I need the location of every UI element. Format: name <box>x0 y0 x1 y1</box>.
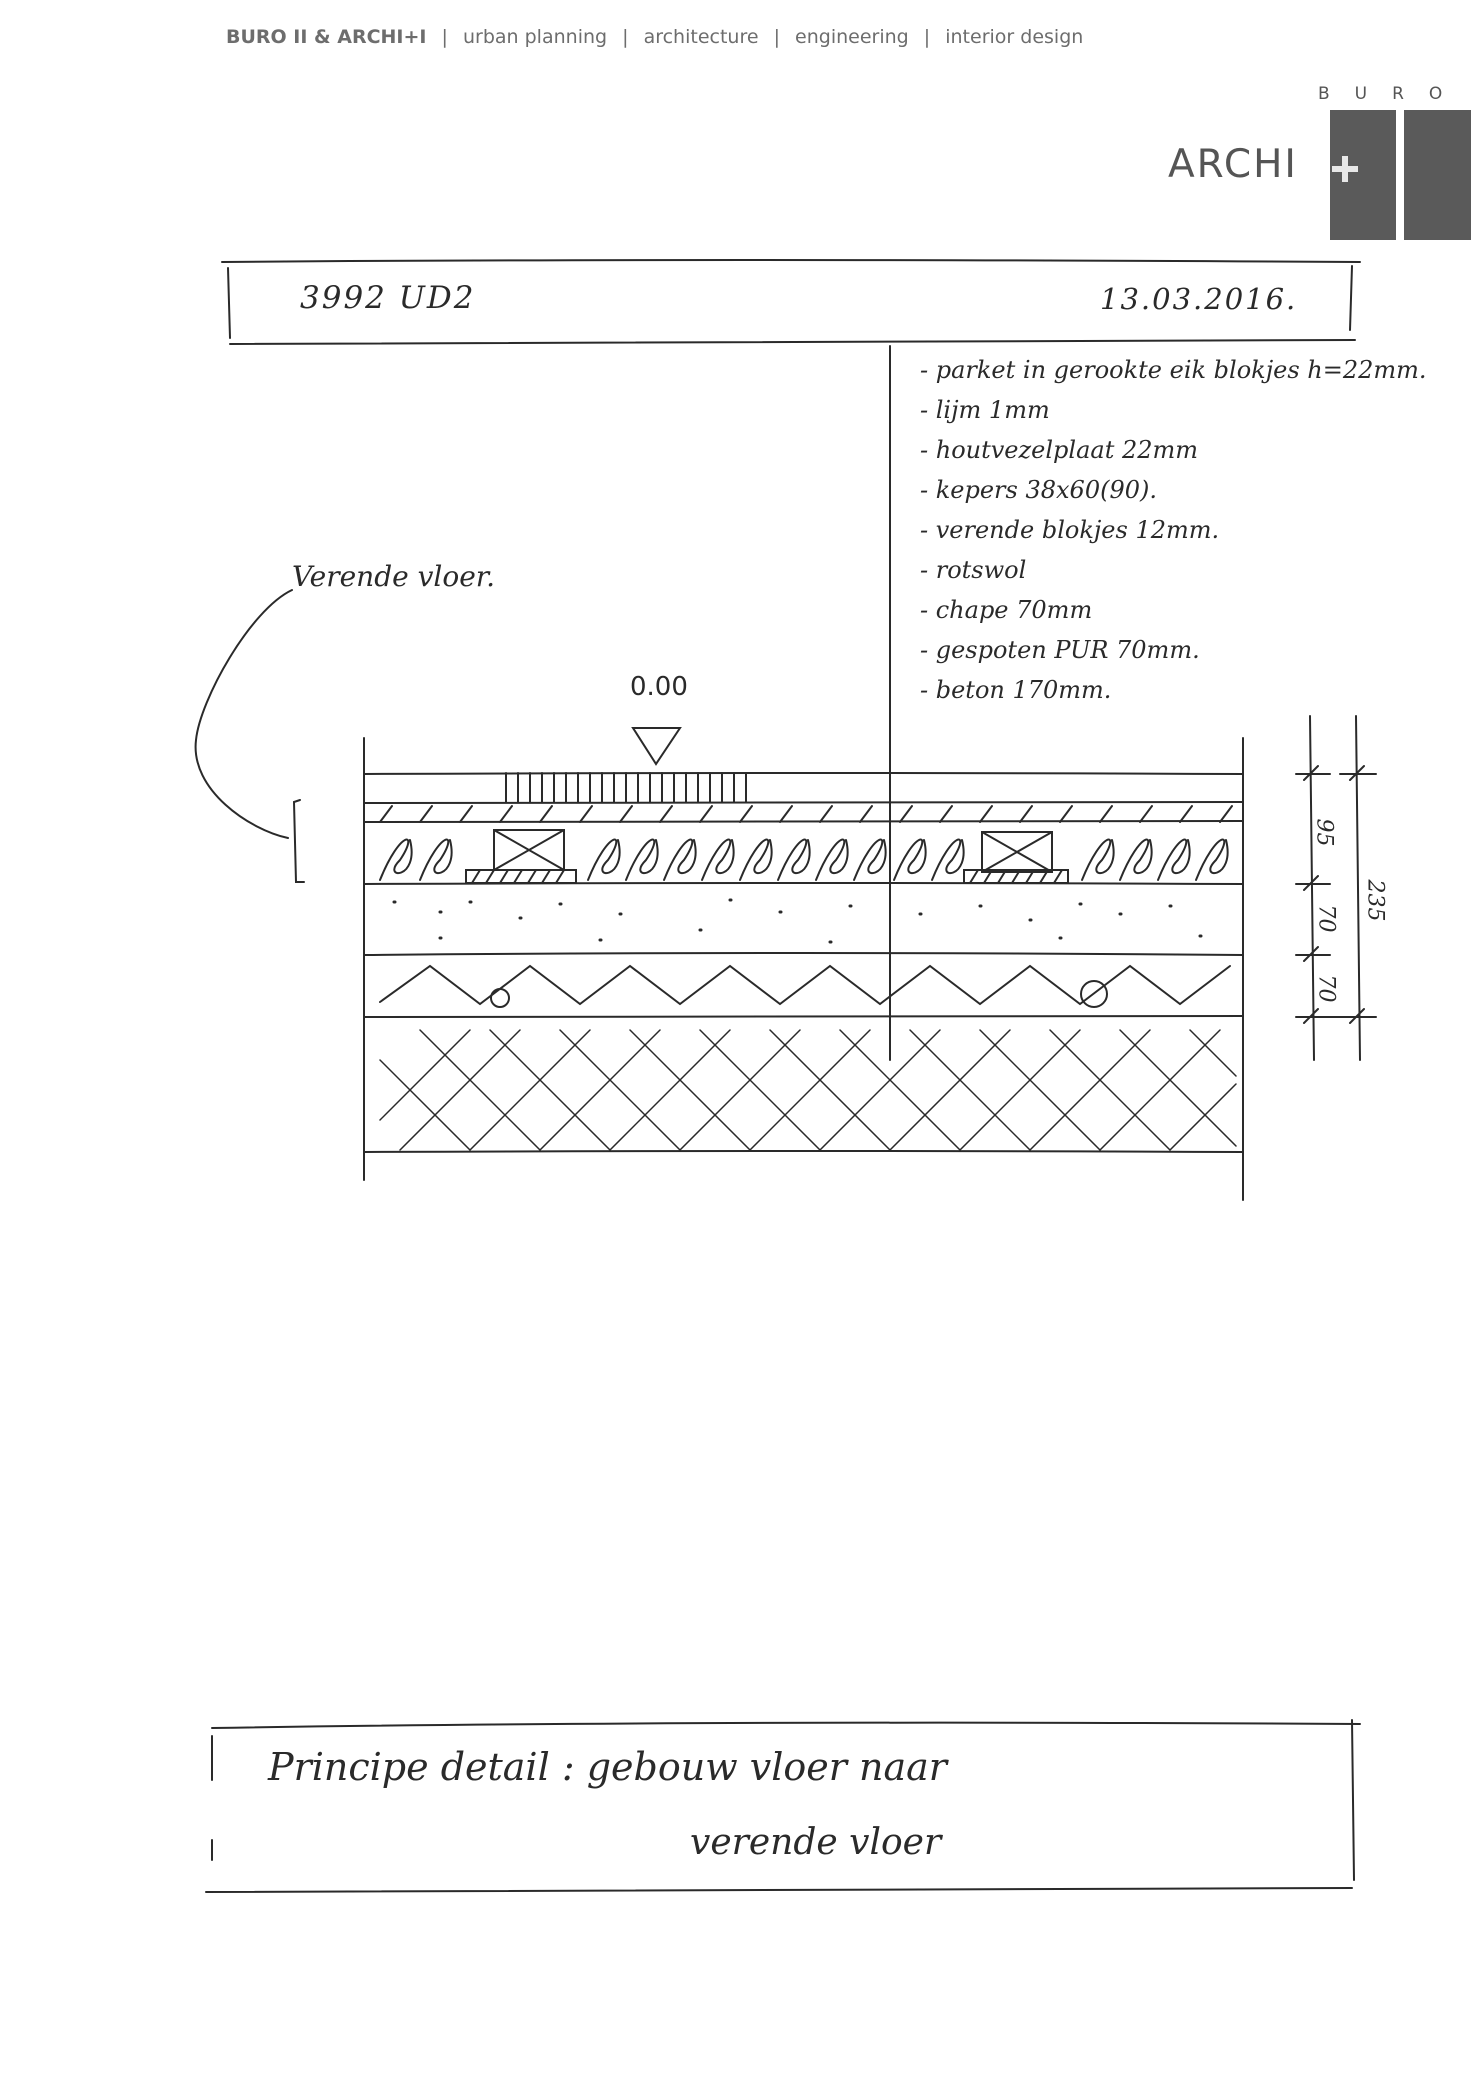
service-urban-planning: urban planning <box>462 26 608 48</box>
screed-dots <box>394 900 1201 942</box>
dimension-label: 70 <box>1313 904 1339 933</box>
level-label: 0.00 <box>630 672 688 702</box>
legend-item: - rotswol <box>920 556 1027 584</box>
caption-line-2: verende vloer <box>690 1822 942 1863</box>
legend-item: - kepers 38x60(90). <box>920 476 1157 504</box>
separator: | <box>773 26 780 48</box>
logo-buro-text: BURO <box>1318 84 1468 104</box>
legend-item: - chape 70mm <box>920 596 1093 624</box>
level-marker <box>633 728 680 764</box>
separator: | <box>441 26 448 48</box>
service-engineering: engineering <box>795 26 909 48</box>
concrete-hatch <box>380 1030 1236 1150</box>
legend-item: - lijm 1mm <box>920 396 1050 424</box>
leader-line <box>196 590 292 838</box>
service-architecture: architecture <box>643 26 759 48</box>
fibreboard-hatch <box>380 806 1232 822</box>
separator: | <box>622 26 629 48</box>
legend-item: - parket in gerookte eik blokjes h=22mm. <box>920 356 1427 384</box>
caption-line-1: Principe detail : gebouw vloer naar <box>268 1745 947 1789</box>
sketch-date: 13.03.2016. <box>1100 282 1298 316</box>
legend-item: - houtvezelplaat 22mm <box>920 436 1199 464</box>
bracket <box>294 800 304 882</box>
legend-item: - beton 170mm. <box>920 676 1112 704</box>
project-number: 3992 UD2 <box>300 280 476 316</box>
legend-item: - gespoten PUR 70mm. <box>920 636 1200 664</box>
logo-archi-text: ARCHI <box>1168 142 1298 187</box>
layer-legend <box>920 350 1427 710</box>
separator: | <box>923 26 931 48</box>
pur-insulation <box>380 966 1230 1007</box>
dimension-total-label: 235 <box>1362 879 1388 922</box>
dimension-label: 70 <box>1313 974 1339 1003</box>
rockwool-insulation <box>380 840 1228 880</box>
dimension-label: 95 <box>1311 818 1337 847</box>
company-name: BURO II & ARCHI+I <box>226 26 427 48</box>
service-interior-design: interior design <box>945 26 1084 48</box>
joist-right <box>964 832 1068 883</box>
verende-vloer-label: Verende vloer. <box>292 560 496 593</box>
parquet-blocks <box>506 773 746 802</box>
joist-left <box>466 830 576 883</box>
legend-item: - verende blokjes 12mm. <box>920 516 1220 544</box>
